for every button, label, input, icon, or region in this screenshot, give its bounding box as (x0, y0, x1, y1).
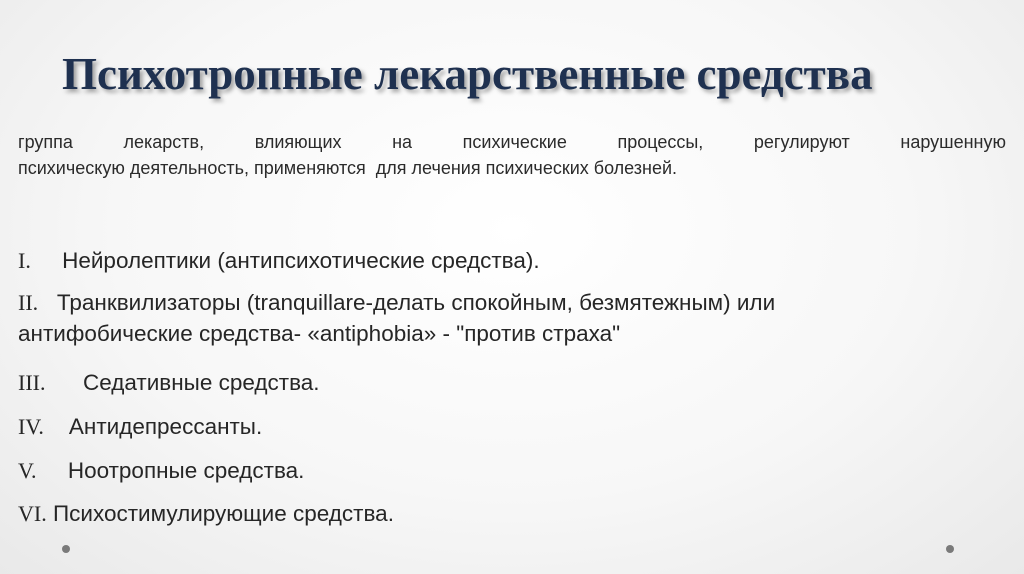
decorative-dot-left (62, 545, 70, 553)
slide-title: Психотропные лекарственные средства (62, 49, 873, 99)
list-item-text: Седативные средства. (83, 370, 320, 395)
list-item-gap (44, 414, 69, 439)
list-item-text: Психостимулирующие средства. (52, 501, 394, 526)
list-item-gap (45, 370, 83, 395)
list-item-number: V. (18, 458, 37, 483)
list-item-gap (31, 248, 62, 273)
list-item-number: IV. (18, 414, 44, 439)
list-item-number: I. (18, 248, 31, 273)
list-item (18, 287, 1008, 349)
list-item (18, 455, 1008, 486)
list-item-gap (38, 290, 57, 315)
list-item (18, 411, 1008, 442)
decorative-dot-right (946, 545, 954, 553)
subtitle-line-1: группа лекарств, влияющих на психические процессы, регулируют нарушенную (18, 132, 1006, 152)
list-item-text: Нейролептики (антипсихотические средства). (62, 248, 540, 273)
list-item-number: III. (18, 370, 46, 395)
list-item-number: II. (18, 290, 39, 315)
subtitle-definition (18, 129, 1006, 181)
subtitle-line-2: психическую деятельность, применяются для лечения психических болезней. (18, 158, 678, 178)
list-item-text: Ноотропные средства. (67, 458, 305, 483)
list-item-text-continued: антифобические средства- «antiphobia» - "против страха" (18, 321, 621, 346)
list-item (18, 245, 1008, 276)
list-item-text: Транквилизаторы (tranquillare-делать спокойным, безмятежным) или (56, 290, 776, 315)
list-item-text: Антидепрессанты. (68, 414, 263, 439)
list-item-gap (37, 458, 68, 483)
list-item (18, 498, 1008, 529)
list-item (18, 367, 1008, 398)
list-item-number: VI. (18, 501, 47, 526)
